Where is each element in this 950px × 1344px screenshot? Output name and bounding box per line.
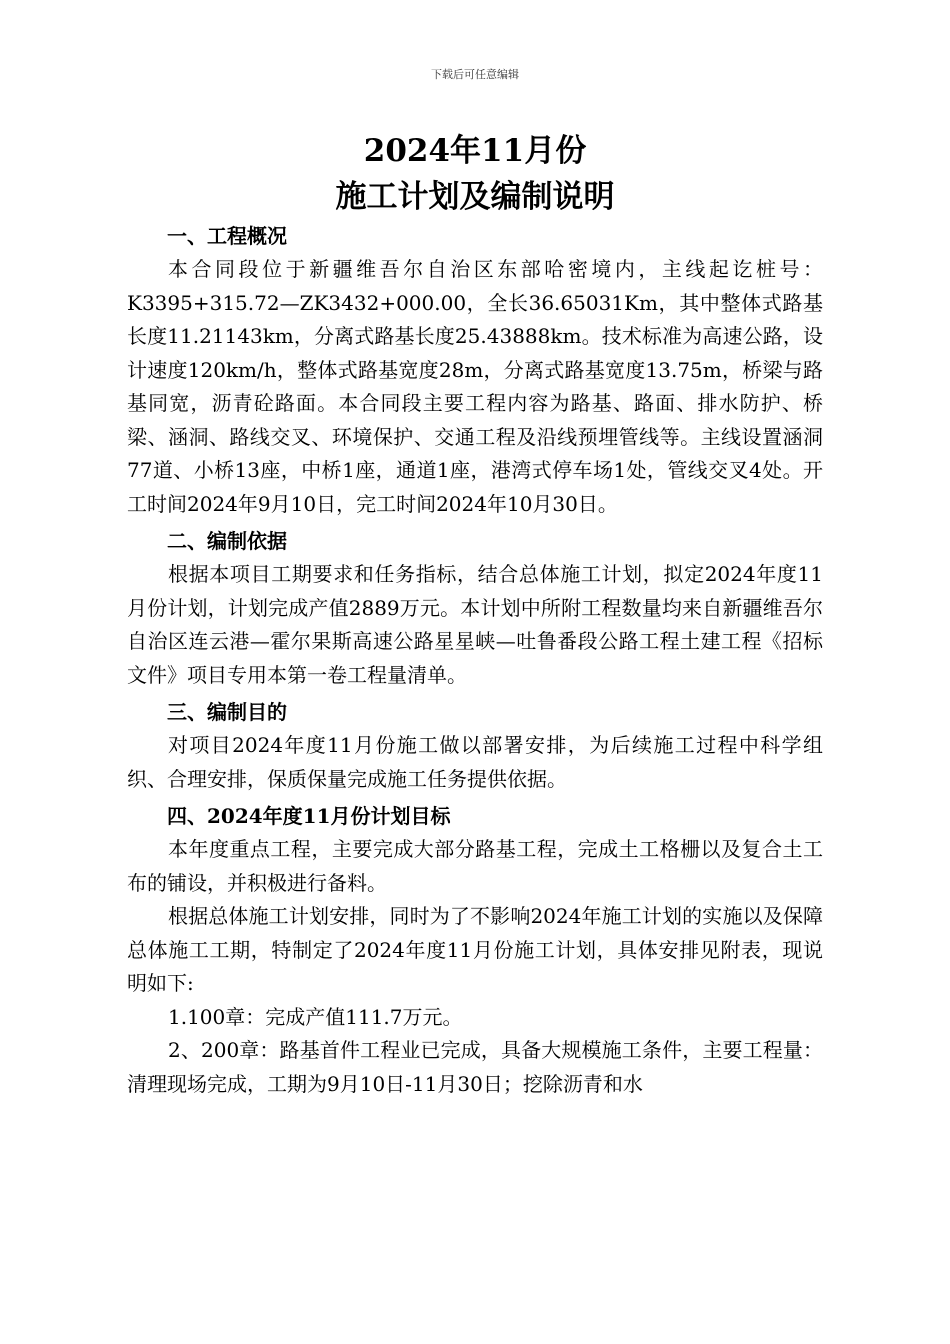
section-1-heading: 一、工程概况 [167,224,287,248]
title-line-1: 2024年11月份 [363,133,587,169]
section-4-heading: 四、2024年度11月份计划目标 [167,804,451,828]
section-4-item-100: 1.100章：完成产值111.7万元。 [168,1004,463,1029]
section-4-paragraph-1: 本年度重点工程，主要完成大部分路基工程，完成土工格栅以及复合土工布的铺设，并积极进行备料。 [127,837,823,895]
section-2-paragraph: 根据本项目工期要求和任务指标，结合总体施工计划，拟定2024年度11月份计划，计划完成产值2889万元。本计划中所附工程数量均来自新疆维吾尔自治区连云港—霍尔果斯高速公路星星峡—吐鲁番段公路工程土建工程《招标文件》项目专用本第一卷工程量清单。 [127,562,823,687]
document-body [127,128,823,1101]
header-note: 下载后可任意编辑 [431,68,519,81]
section-4-item-200: 2、200章：路基首件工程业已完成，具备大规模施工条件，主要工程量：清理现场完成，工期为9月10日-11月30日；挖除沥青和水 [127,1038,823,1096]
section-4-paragraph-2: 根据总体施工计划安排，同时为了不影响2024年施工计划的实施以及保障总体施工工期，特制定了2024年度11月份施工计划，具体安排见附表，现说明如下: [127,904,823,995]
section-2-heading: 二、编制依据 [167,529,287,553]
section-1-paragraph: 本合同段位于新疆维吾尔自治区东部哈密境内，主线起讫桩号：K3395+315.72—ZK3432+000.00，全长36.65031Km，其中整体式路基长度11.21143km，分离式路基长度25.43888km。技术标准为高速公路，设计速度120km/h，整体式路基宽度28m，分离式路基宽度13.75m，桥梁与路基同宽，沥青砼路面。本合同段主要工程内容为路基、路面、排水防护、桥梁、涵洞、路线交叉、环境保护、交通工程及沿线预埋管线等。主线设置涵洞77道、小桥13座，中桥1座，通道1座，港湾式停车场1处，管线交叉4处。开工时间2024年9月10日，完工时间2024年10月30日。 [127,257,823,516]
title-line-2: 施工计划及编制说明 [335,179,615,215]
section-3-paragraph: 对项目2024年度11月份施工做以部署安排，为后续施工过程中科学组织、合理安排，保质保量完成施工任务提供依据。 [127,733,823,791]
section-3-heading: 三、编制目的 [167,700,287,724]
